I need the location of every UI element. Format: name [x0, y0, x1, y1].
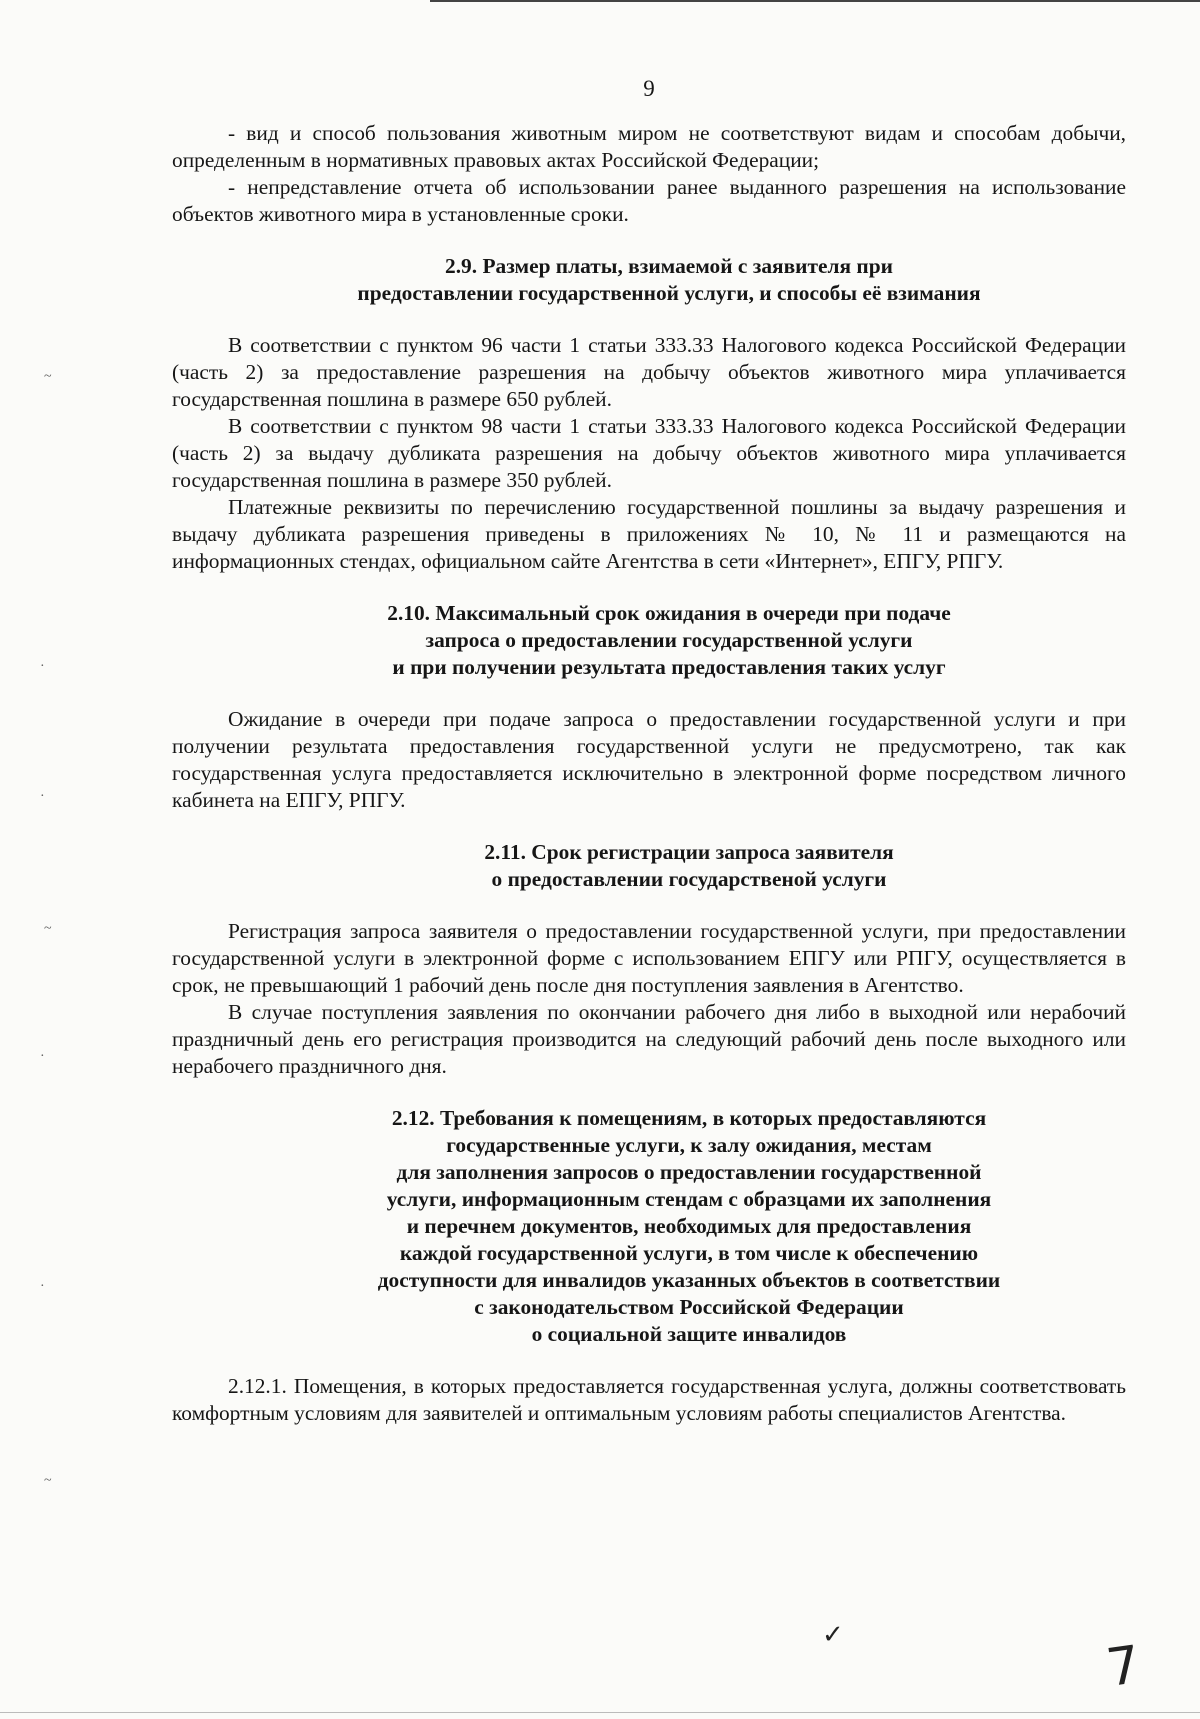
section-heading-2-9: 2.9. Размер платы, взимаемой с заявителя при предоставлении государственной услуги, и способы её взимания: [357, 254, 981, 305]
scan-top-edge: [430, 0, 1200, 2]
body-paragraph: В соответствии с пунктом 98 части 1 статьи 333.33 Налогового кодекса Российской Федерации (часть 2) за выдачу дубликата разрешения на добычу объектов животного мира уплачивается государственная пошлина в размере 350 рублей.: [172, 414, 1126, 492]
document-page: [172, 74, 1126, 1427]
body-paragraph: Платежные реквизиты по перечислению государственной пошлины за выдачу разрешения и выдачу дубликата разрешения приведены в приложениях № 10, № 11 и размещаются на информационных стендах, официальном сайте Агентства в сети «Интернет», ЕПГУ, РПГУ.: [172, 495, 1126, 573]
intro-paragraph: - вид и способ пользования животным миром не соответствуют видам и способам добычи, определенным в нормативных правовых актах Российской Федерации;: [172, 121, 1126, 172]
scan-speck: ~: [44, 1473, 52, 1488]
page-number: 9: [643, 76, 655, 101]
handwritten-page-mark: 7: [1102, 1634, 1145, 1700]
body-paragraph: Ожидание в очереди при подаче запроса о предоставлении государственной услуги и при получении результата предоставления государственной услуги не предусмотрено, так как государственная услуга предоставляется исключительно в электронной форме посредством личного кабинета на ЕПГУ, РПГУ.: [172, 707, 1126, 812]
body-paragraph: 2.12.1. Помещения, в которых предоставляется государственная услуга, должны соответствовать комфортным условиям для заявителей и оптимальным условиям работы специалистов Агентства.: [172, 1374, 1126, 1425]
scan-speck: ~: [44, 921, 52, 936]
section-heading-2-10: 2.10. Максимальный срок ожидания в очереди при подаче запроса о предоставлении государственной услуги и при получении результата предоставления таких услуг: [387, 601, 951, 679]
scan-speck: ·: [40, 659, 45, 674]
scan-speck: ~: [44, 369, 52, 384]
body-paragraph: Регистрация запроса заявителя о предоставлении государственной услуги, при предоставлении государственной услуги в электронной форме с использованием ЕПГУ или РПГУ, осуществляется в срок, не превышающий 1 рабочий день после дня поступления заявления в Агентство.: [172, 919, 1126, 997]
scan-mark: ✓: [822, 1620, 844, 1650]
section-heading-2-11: 2.11. Срок регистрации запроса заявителя о предоставлении государственой услуги: [484, 840, 894, 891]
scan-bottom-edge: [0, 1712, 1200, 1713]
intro-paragraph: - непредставление отчета об использовании ранее выданного разрешения на использование объектов животного мира в установленные сроки.: [172, 175, 1126, 226]
body-paragraph: В случае поступления заявления по окончании рабочего дня либо в выходной или нерабочий праздничный день его регистрация производится на следующий рабочий день после выходного или нерабочего праздничного дня.: [172, 1000, 1126, 1078]
scan-speck: ·: [40, 789, 45, 804]
body-paragraph: В соответствии с пунктом 96 части 1 статьи 333.33 Налогового кодекса Российской Федерации (часть 2) за предоставление разрешения на добычу объектов животного мира уплачивается государственная пошлина в размере 650 рублей.: [172, 333, 1126, 411]
section-heading-2-12: 2.12. Требования к помещениям, в которых предоставляются государственные услуги, к залу ожидания, местам для заполнения запросов о предоставлении государственной услуги, информационным стендам с образцами их заполнения и перечнем документов, необходимых для предоставления каждой государственной услуги, в том числе к обеспечению доступности для инвалидов указанных объектов в соответствии с законодательством Российской Федерации о социальной защите инвалидов: [377, 1106, 1001, 1346]
scan-speck: ·: [40, 1049, 45, 1064]
scan-speck: ·: [40, 1279, 45, 1294]
